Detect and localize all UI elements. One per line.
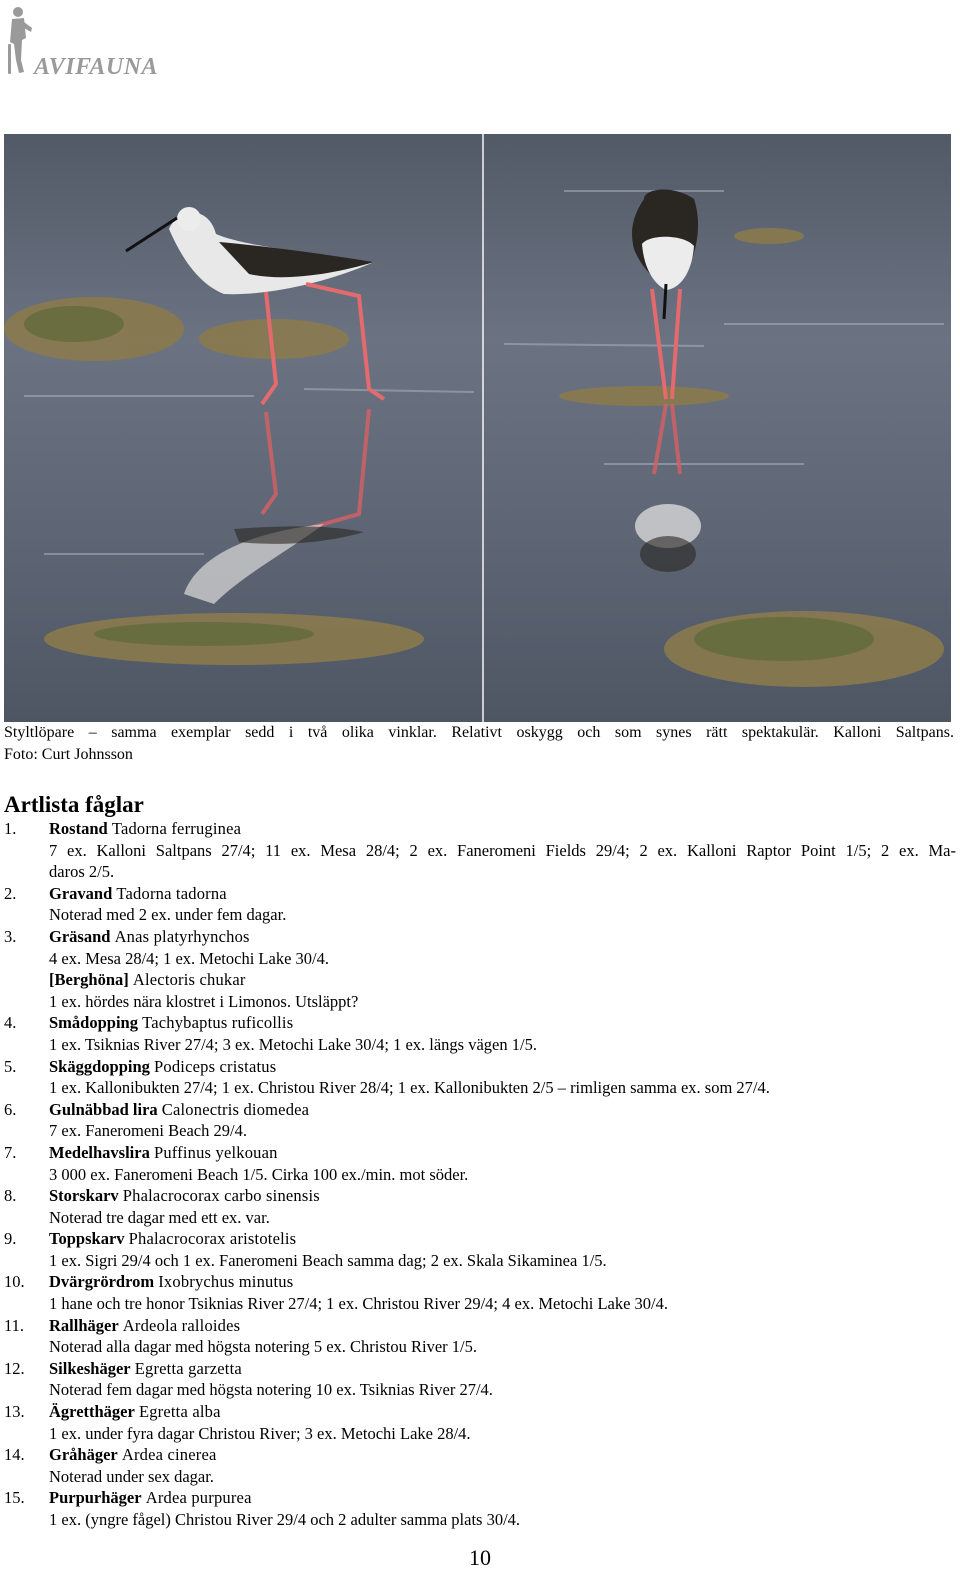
species-entry: [4, 969, 956, 1012]
scientific-name: Egretta garzetta: [134, 1358, 242, 1378]
species-title: [49, 1012, 956, 1034]
entry-number: 2.: [4, 883, 17, 903]
observation-note: 1 ex. Kallonibukten 27/4; 1 ex. Christou River 28/4; 1 ex. Kallonibukten 2/5 – rimligen samma ex. som 27/4.: [49, 1078, 770, 1098]
species-title: [49, 1487, 956, 1509]
entry-number: 9.: [4, 1229, 17, 1249]
entry-number: 7.: [4, 1142, 17, 1162]
species-title: [49, 969, 956, 991]
avifauna-logo: [4, 4, 179, 79]
entry-number: 14.: [4, 1445, 25, 1465]
swedish-name: [Berghöna]: [49, 970, 129, 990]
observation-note: 1 hane och tre honor Tsiknias River 27/4; 1 ex. Christou River 29/4; 4 ex. Metochi Lake 30/4.: [49, 1294, 669, 1314]
species-entry: [4, 926, 956, 969]
species-entry: [4, 818, 956, 883]
observation-note: 1 ex. (yngre fågel) Christou River 29/4 och 2 adulter samma plats 30/4.: [49, 1510, 521, 1529]
swedish-name: Gulnäbbad lira: [49, 1099, 158, 1119]
scientific-name: Tadorna ferruginea: [111, 819, 242, 838]
species-entry: [4, 1401, 956, 1444]
scientific-name: Egretta alba: [138, 1402, 221, 1422]
swedish-name: Dvärgrördrom: [49, 1272, 155, 1292]
species-entry: [4, 1142, 956, 1185]
species-title: [49, 1358, 956, 1380]
swedish-name: Rostand: [49, 819, 108, 838]
swedish-name: Medelhavslira: [49, 1142, 150, 1162]
species-entry: [4, 1271, 956, 1314]
species-entry: [4, 883, 956, 926]
species-title: [49, 1056, 956, 1078]
scientific-name: Ardea purpurea: [145, 1488, 252, 1508]
species-title: [49, 1099, 956, 1121]
scientific-name: Calonectris diomedea: [161, 1099, 310, 1119]
species-entry: [4, 1358, 956, 1401]
bird-photo: [4, 134, 951, 722]
scientific-name: Tadorna tadorna: [116, 883, 227, 903]
logo-wordmark: AVIFAUNA: [34, 54, 159, 80]
entry-number: 3.: [4, 926, 17, 946]
photo-caption: [4, 722, 954, 766]
photo-credit: Foto: Curt Johnsson: [4, 746, 133, 763]
species-entry: [4, 1487, 956, 1530]
swedish-name: Skäggdopping: [49, 1056, 150, 1076]
observation-note: Noterad under sex dagar.: [49, 1466, 214, 1486]
species-title: [49, 1315, 956, 1337]
scientific-name: Ardeola ralloides: [122, 1315, 241, 1335]
species-title: [49, 1444, 956, 1466]
species-title: [49, 1142, 956, 1164]
observation-note: 1 ex. hördes nära klostret i Limonos. Utsläppt?: [49, 991, 359, 1011]
scientific-name: Puffinus yelkouan: [153, 1142, 278, 1162]
observation-note: Noterad tre dagar med ett ex. var.: [49, 1207, 270, 1227]
swedish-name: Silkeshäger: [49, 1358, 131, 1378]
entry-number: 11.: [4, 1315, 25, 1335]
scientific-name: Tachybaptus ruficollis: [142, 1013, 294, 1033]
entry-number: 13.: [4, 1402, 25, 1422]
swedish-name: Purpurhäger: [49, 1488, 142, 1508]
section-heading: Artlista fåglar: [4, 792, 144, 817]
observation-note: 3 000 ex. Faneromeni Beach 1/5. Cirka 100 ex./min. mot söder.: [49, 1164, 469, 1184]
swedish-name: Ägretthäger: [49, 1402, 135, 1422]
swedish-name: Storskarv: [49, 1186, 119, 1206]
observation-note: 4 ex. Mesa 28/4; 1 ex. Metochi Lake 30/4.: [49, 948, 329, 968]
species-entry: [4, 1099, 956, 1142]
swedish-name: Gravand: [49, 883, 113, 903]
species-entry: [4, 1228, 956, 1271]
species-list: [4, 818, 956, 1531]
species-title: [49, 926, 956, 948]
observation-note: daros 2/5.: [49, 862, 115, 882]
scientific-name: Podiceps cristatus: [154, 1056, 277, 1076]
caption-text: Styltlöpare – samma exemplar sedd i två olika vinklar. Relativt oskygg och som synes rätt spektakulär. Kalloni Saltpans.: [4, 724, 954, 741]
observation-note: Noterad alla dagar med högsta notering 5 ex. Christou River 1/5.: [49, 1337, 477, 1357]
scientific-name: Phalacrocorax aristotelis: [128, 1229, 297, 1249]
swedish-name: Smådopping: [49, 1013, 138, 1033]
species-title: [49, 1228, 956, 1250]
swedish-name: Toppskarv: [49, 1229, 125, 1249]
swedish-name: Rallhäger: [49, 1315, 119, 1335]
entry-number: 15.: [4, 1488, 25, 1508]
observation-note: 1 ex. Tsiknias River 27/4; 3 ex. Metochi Lake 30/4; 1 ex. längs vägen 1/5.: [49, 1034, 537, 1054]
observation-note: Noterad fem dagar med högsta notering 10 ex. Tsiknias River 27/4.: [49, 1380, 493, 1400]
species-title: [49, 818, 956, 840]
entry-number: 6.: [4, 1099, 17, 1119]
entry-number: 12.: [4, 1358, 25, 1378]
swedish-name: Gräsand: [49, 926, 111, 946]
entry-number: 10.: [4, 1272, 25, 1292]
entry-number: 4.: [4, 1013, 17, 1033]
entry-number: 5.: [4, 1056, 17, 1076]
species-title: [49, 1401, 956, 1423]
scientific-name: Phalacrocorax carbo sinensis: [122, 1186, 320, 1206]
observation-note: 7 ex. Faneromeni Beach 29/4.: [49, 1121, 247, 1141]
entry-number: 1.: [4, 819, 17, 838]
species-entry: [4, 1185, 956, 1228]
observation-note: 7 ex. Kalloni Saltpans 27/4; 11 ex. Mesa 28/4; 2 ex. Faneromeni Fields 29/4; 2 ex. Kalloni Raptor Point 1/5; 2 ex. Ma-: [49, 840, 956, 860]
species-entry: [4, 1056, 956, 1099]
swedish-name: Gråhäger: [49, 1445, 118, 1465]
observation-note: Noterad med 2 ex. under fem dagar.: [49, 905, 287, 925]
observation-note: 1 ex. under fyra dagar Christou River; 3 ex. Metochi Lake 28/4.: [49, 1423, 471, 1443]
scientific-name: Anas platyrhynchos: [114, 926, 250, 946]
scientific-name: Ardea cinerea: [121, 1445, 217, 1465]
scientific-name: Alectoris chukar: [132, 970, 246, 990]
species-title: [49, 1271, 956, 1293]
scientific-name: Ixobrychus minutus: [158, 1272, 294, 1292]
entry-number: 8.: [4, 1186, 17, 1206]
species-entry: [4, 1315, 956, 1358]
species-entry: [4, 1012, 956, 1055]
species-entry: [4, 1444, 956, 1487]
species-title: [49, 1185, 956, 1207]
page-number: 10: [469, 1545, 491, 1570]
species-title: [49, 883, 956, 905]
observation-note: 1 ex. Sigri 29/4 och 1 ex. Faneromeni Beach samma dag; 2 ex. Skala Sikaminea 1/5.: [49, 1250, 607, 1270]
